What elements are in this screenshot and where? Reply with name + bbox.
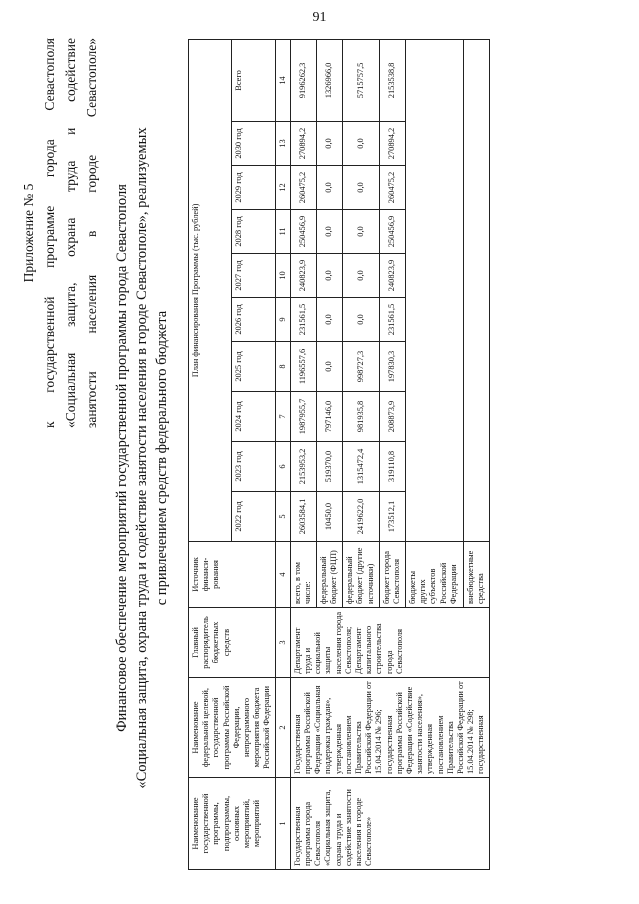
column-number: 10 [275,254,290,298]
title-line: Финансовое обеспечение мероприятий государственной программы города Севастополя [114,184,130,732]
title-line: с привлечением средств федерального бюджета [154,310,170,606]
header-plan: План финансирования Программы (тыс. рублей) [189,39,232,541]
appendix-title: Приложение № 5 [21,183,36,283]
header-year: 2027 год [232,254,275,298]
column-number: 11 [275,210,290,254]
source-cell: всего, в том числе: [290,542,316,608]
value-cell: 208873,9 [379,392,405,442]
value-cell: 231561,5 [379,298,405,342]
financing-table [188,39,490,870]
value-cell: 173512,1 [379,492,405,542]
title-line: «Социальная защита, охрана труда и содействие занятости населения в городе Севастополе», реализуемых [134,127,150,789]
appendix-line: к государственной программе города Севастополя [42,38,57,428]
value-cell: 2603584,1 [290,492,316,542]
header-year: 2022 год [232,492,275,542]
document-title [112,58,172,858]
program-name-cell: Государственная программа города Севастополя «Социальная защита, охрана труда и содействие занятости населения в городе Севастополе» [290,778,489,870]
value-cell: 1315472,4 [343,442,380,492]
column-number: 1 [275,778,290,870]
column-number: 13 [275,122,290,166]
value-cell: 2419622,0 [343,492,380,542]
value-cell: 240823,9 [290,254,316,298]
value-cell: 1196557,6 [290,342,316,392]
value-cell: 0,0 [316,122,342,166]
rotated-landscape-page [14,28,624,888]
header-year: 2025 год [232,342,275,392]
column-number: 14 [275,39,290,121]
federal-program-cell: Государственная программа Российской Федерации «Социальная поддержка граждан», утвержденная постановлением Правительства Российской Федерации от 15.04.2014 № 296; государственная программа Российской Федерации «Содействие занятости населения», утвержденная постановлением Правительства Российской Федерации от 15.04.2014 № 298; государственная [290,678,489,778]
value-cell: 998727,3 [343,342,380,392]
header-year: 2023 год [232,442,275,492]
header-year: 2028 год [232,210,275,254]
value-cell: 240823,9 [379,254,405,298]
value-cell: 10450,0 [316,492,342,542]
column-number: 3 [275,608,290,678]
header-total: Всего [232,39,275,121]
header-year: 2024 год [232,392,275,442]
column-number: 8 [275,342,290,392]
value-cell: 1987955,7 [290,392,316,442]
source-cell: внебюджетные средства [463,542,489,608]
header-program: Наименование государственной программы, подпрограммы, основных мероприятий, мероприятий [189,778,276,870]
value-cell: 0,0 [316,298,342,342]
column-number: 5 [275,492,290,542]
source-cell: федеральный бюджет (другие источники) [343,542,380,608]
header-source: Источник финанси-рования [189,542,276,608]
appendix-header [18,38,102,428]
header-row [189,39,232,869]
column-number: 9 [275,298,290,342]
table-row [290,39,316,869]
value-cell: 270894,2 [290,122,316,166]
column-number: 7 [275,392,290,442]
source-cell: федеральный бюджет (ФЦП) [316,542,342,608]
total-cell: 2153538,8 [379,39,405,121]
value-cell: 0,0 [343,166,380,210]
header-year: 2029 год [232,166,275,210]
column-number: 12 [275,166,290,210]
value-cell: 260475,2 [379,166,405,210]
distributor-cell: Департамент труда и социальной защиты населения города Севастополя; Департамент капитального строительства города Севастополя [290,608,489,678]
value-cell: 260475,2 [290,166,316,210]
value-cell: 0,0 [316,254,342,298]
value-cell: 0,0 [343,210,380,254]
total-cell: 9196262,3 [290,39,316,121]
source-cell: бюджет города Севастополя [379,542,405,608]
empty-values-cell [405,39,463,541]
value-cell: 250456,9 [290,210,316,254]
column-number: 6 [275,442,290,492]
empty-values-cell [463,39,489,541]
value-cell: 270894,2 [379,122,405,166]
value-cell: 2153953,2 [290,442,316,492]
page-number: 91 [312,10,327,25]
value-cell: 0,0 [343,298,380,342]
value-cell: 0,0 [316,166,342,210]
value-cell: 0,0 [343,254,380,298]
value-cell: 0,0 [343,122,380,166]
value-cell: 0,0 [316,210,342,254]
total-cell: 5715757,5 [343,39,380,121]
value-cell: 250456,9 [379,210,405,254]
value-cell: 0,0 [316,342,342,392]
column-number: 4 [275,542,290,608]
value-cell: 231561,5 [290,298,316,342]
value-cell: 197830,3 [379,342,405,392]
value-cell: 981935,8 [343,392,380,442]
total-cell: 1326966,0 [316,39,342,121]
header-year: 2030 год [232,122,275,166]
appendix-line: занятости населения в городе Севастополе» [84,38,99,428]
source-cell: бюджеты других субъектов Российской Федерации [405,542,463,608]
header-federal-program: Наименование федеральной целевой, государственной программы Российской Федерации, непрограммного мероприятия бюджета Российской Федерации [189,678,276,778]
header-year: 2026 год [232,298,275,342]
value-cell: 519370,0 [316,442,342,492]
header-distributor: Главный распорядитель бюджетных средств [189,608,276,678]
value-cell: 797146,0 [316,392,342,442]
column-number: 2 [275,678,290,778]
appendix-line: «Социальная защита, охрана труда и содействие [63,38,78,428]
value-cell: 319110,8 [379,442,405,492]
column-number-row [275,39,290,869]
